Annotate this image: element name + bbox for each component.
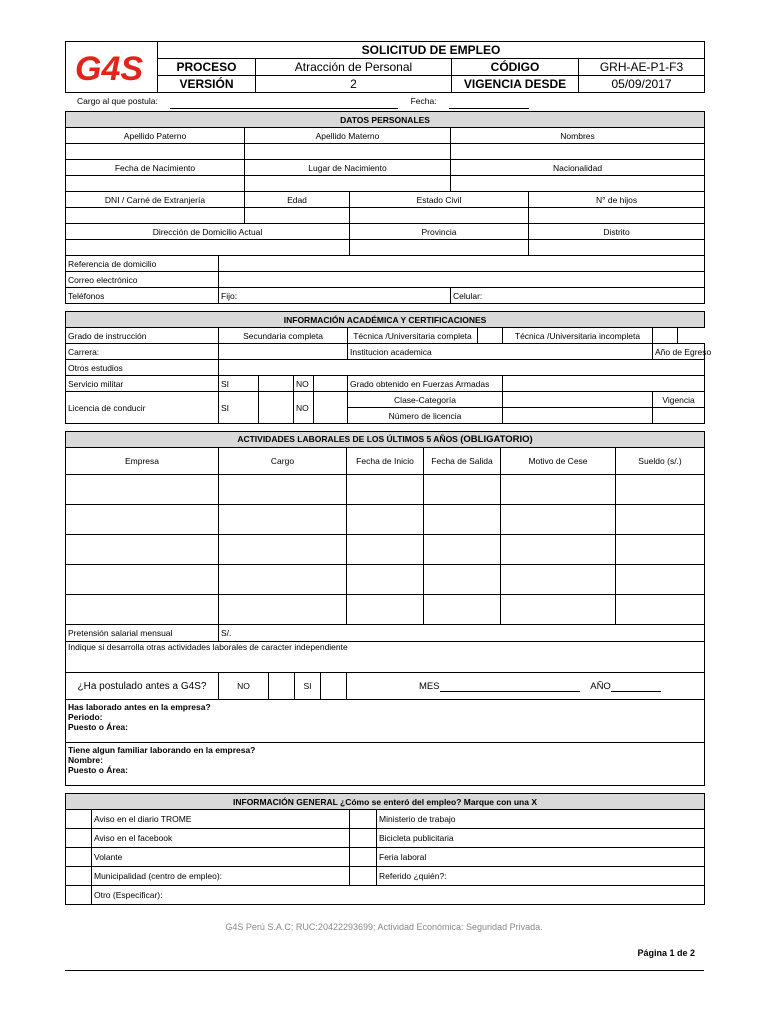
cell[interactable] xyxy=(66,565,219,595)
carrera-label: Carrera: xyxy=(66,344,219,360)
cell[interactable] xyxy=(66,505,219,535)
celular-field[interactable] xyxy=(451,288,705,304)
edad-label: Edad xyxy=(245,192,350,208)
grado-ffaa-field[interactable] xyxy=(503,376,705,392)
feria-check[interactable] xyxy=(350,848,377,867)
cell[interactable] xyxy=(424,595,501,625)
bicicleta-check[interactable] xyxy=(350,829,377,848)
postulado-fecha[interactable] xyxy=(347,673,705,700)
form-page xyxy=(65,41,712,905)
work-title-obligatorio: (OBLIGATORIO) xyxy=(460,434,533,445)
dni-label: DNI / Carné de Extranjería xyxy=(66,192,245,208)
cell[interactable] xyxy=(501,565,616,595)
otros-estudios-label: Otros estudios xyxy=(66,360,219,376)
cell[interactable] xyxy=(66,595,219,625)
vigencia-value: 05/09/2017 xyxy=(579,76,705,93)
licencia-si-label: SI xyxy=(219,392,259,424)
personal-section-title: DATOS PERSONALES xyxy=(66,112,705,128)
edad-field[interactable] xyxy=(245,208,350,224)
familiar-question: Tiene algun familiar laborando en la empresa? xyxy=(68,745,256,755)
laborado-block[interactable] xyxy=(66,700,705,743)
vigencia-lic-field[interactable] xyxy=(653,408,705,424)
apellido-paterno-field[interactable] xyxy=(66,144,245,160)
postulado-label: ¿Ha postulado antes a G4S? xyxy=(66,673,219,700)
work-table xyxy=(65,431,705,786)
cell[interactable] xyxy=(424,475,501,505)
apellido-materno-field[interactable] xyxy=(245,144,451,160)
municipalidad-label: Municipalidad (centro de empleo): xyxy=(92,867,350,886)
distrito-label: Distrito xyxy=(529,224,705,240)
cell[interactable] xyxy=(424,565,501,595)
lugar-nac-field[interactable] xyxy=(245,176,451,192)
ministerio-label: Ministerio de trabajo xyxy=(377,810,705,829)
trome-check[interactable] xyxy=(66,810,92,829)
vigencia-label: VIGENCIA DESDE xyxy=(452,76,579,93)
academic-table xyxy=(65,311,712,424)
grado-ffaa-label: Grado obtenido en Fuerzas Armadas xyxy=(348,376,503,392)
hijos-field[interactable] xyxy=(529,208,705,224)
cell[interactable] xyxy=(219,505,347,535)
cell[interactable] xyxy=(347,565,424,595)
cargo-label: Cargo al que postula: xyxy=(77,96,158,106)
direccion-label: Dirección de Domicilio Actual xyxy=(66,224,350,240)
footer-company: G4S Perú S.A.C; RUC:20422293699; Actividad Económica: Seguridad Privada. xyxy=(225,922,543,932)
spacer xyxy=(678,328,705,344)
apellido-materno-label: Apellido Materno xyxy=(245,128,451,144)
mes-label: MES xyxy=(419,680,440,692)
cargo-field[interactable] xyxy=(170,96,398,109)
servicio-si-check[interactable] xyxy=(259,376,294,392)
clase-label: Clase-Categoría xyxy=(348,392,503,408)
provincia-field[interactable] xyxy=(350,240,529,256)
periodo-label: Periodo: xyxy=(68,712,103,722)
cell[interactable] xyxy=(347,475,424,505)
nacionalidad-label: Nacionalidad xyxy=(451,160,705,176)
page-number: Página 1 de 2 xyxy=(637,948,695,958)
cell[interactable] xyxy=(616,595,705,625)
correo-field[interactable] xyxy=(219,272,705,288)
version-label: VERSIÓN xyxy=(158,76,256,93)
anio-label: AÑO xyxy=(590,680,611,692)
cell[interactable] xyxy=(347,535,424,565)
pretension-field[interactable] xyxy=(219,625,705,642)
personal-data-table xyxy=(65,111,705,304)
work-row xyxy=(66,535,705,565)
col-cargo: Cargo xyxy=(219,448,347,475)
independiente-label: Indique si desarrolla otras actividades laborales de caracter independiente xyxy=(68,642,348,652)
numero-licencia-label: Número de licencia xyxy=(348,408,503,424)
ministerio-check[interactable] xyxy=(350,810,377,829)
cell[interactable] xyxy=(66,535,219,565)
mes-line[interactable] xyxy=(440,681,580,692)
municipalidad-check[interactable] xyxy=(66,867,92,886)
puesto2-label: Puesto o Área: xyxy=(68,765,128,775)
clase-field[interactable] xyxy=(503,392,653,408)
bicicleta-label: Bicicleta publicitaria xyxy=(377,829,705,848)
licencia-si-check[interactable] xyxy=(259,392,294,424)
pretension-label: Pretensión salarial mensual xyxy=(66,625,219,642)
col-sueldo: Sueldo (s/.) xyxy=(616,448,705,475)
nombres-field[interactable] xyxy=(451,144,705,160)
postulado-si-label: SI xyxy=(295,673,321,700)
referencia-field[interactable] xyxy=(219,256,705,272)
nombre-label: Nombre: xyxy=(68,755,103,765)
independiente-field[interactable] xyxy=(66,642,705,673)
vigencia-lic-label: Vigencia xyxy=(653,392,705,408)
soles-label: S/. xyxy=(221,628,232,638)
fecha-nac-label: Fecha de Nacimiento xyxy=(66,160,245,176)
referido-check[interactable] xyxy=(350,867,377,886)
work-row xyxy=(66,565,705,595)
licencia-no-label: NO xyxy=(294,392,314,424)
footer-divider xyxy=(65,970,704,971)
puesto-label: Puesto o Área: xyxy=(68,722,128,732)
version-value: 2 xyxy=(256,76,452,93)
otro-label: Otro (Especificar): xyxy=(92,886,705,905)
fecha-field[interactable] xyxy=(449,96,529,109)
tec-completa-check[interactable] xyxy=(478,328,503,344)
cell[interactable] xyxy=(219,565,347,595)
feria-label: Feria laboral xyxy=(377,848,705,867)
col-fecha-inicio: Fecha de Inicio xyxy=(347,448,424,475)
laborado-question: Has laborado antes en la empresa? xyxy=(68,702,211,712)
nacionalidad-field[interactable] xyxy=(451,176,705,192)
col-fecha-salida: Fecha de Salida xyxy=(424,448,501,475)
g4s-logo xyxy=(66,42,157,92)
apellido-paterno-label: Apellido Paterno xyxy=(66,128,245,144)
cell[interactable] xyxy=(616,565,705,595)
tec-incompleta-check[interactable] xyxy=(653,328,678,344)
academic-section-title: INFORMACIÓN ACADÉMICA Y CERTIFICACIONES xyxy=(66,312,705,328)
cell[interactable] xyxy=(501,505,616,535)
col-empresa: Empresa xyxy=(66,448,219,475)
proceso-value: Atracción de Personal xyxy=(256,59,452,76)
otros-estudios-field[interactable] xyxy=(219,360,705,376)
cargo-row xyxy=(65,93,704,111)
licencia-no-check[interactable] xyxy=(314,392,348,424)
cell[interactable] xyxy=(501,475,616,505)
cell[interactable] xyxy=(219,475,347,505)
estado-civil-field[interactable] xyxy=(350,208,529,224)
work-row xyxy=(66,475,705,505)
facebook-label: Aviso en el facebook xyxy=(92,829,350,848)
licencia-label: Licencia de conducir xyxy=(66,392,219,424)
fecha-label: Fecha: xyxy=(410,96,437,106)
cell[interactable] xyxy=(501,595,616,625)
col-motivo: Motivo de Cese xyxy=(501,448,616,475)
nombres-label: Nombres xyxy=(451,128,705,144)
correo-label: Correo electrónico xyxy=(66,272,219,288)
codigo-label: CÓDIGO xyxy=(452,59,579,76)
cell[interactable] xyxy=(219,535,347,565)
dni-field[interactable] xyxy=(66,208,245,224)
work-row xyxy=(66,505,705,535)
servicio-no-label: NO xyxy=(294,376,314,392)
logo-cell xyxy=(66,42,158,93)
referencia-label: Referencia de domicilio xyxy=(66,256,219,272)
direccion-field[interactable] xyxy=(66,240,350,256)
referido-label: Referido ¿quién?: xyxy=(377,867,705,886)
institucion-field[interactable] xyxy=(348,344,653,360)
cell[interactable] xyxy=(347,595,424,625)
telefonos-label: Teléfonos xyxy=(66,288,219,304)
volante-check[interactable] xyxy=(66,848,92,867)
secundaria-label: Secundaria completa xyxy=(219,328,348,344)
cell[interactable] xyxy=(66,475,219,505)
servicio-si-label: SI xyxy=(219,376,259,392)
postulado-si-check[interactable] xyxy=(321,673,347,700)
proceso-label: PROCESO xyxy=(158,59,256,76)
postulado-no-label: NO xyxy=(219,673,269,700)
facebook-check[interactable] xyxy=(66,829,92,848)
form-title: SOLICITUD DE EMPLEO xyxy=(158,42,705,59)
cell[interactable] xyxy=(616,505,705,535)
fijo-label: Fijo: xyxy=(221,290,238,301)
cell[interactable] xyxy=(424,505,501,535)
work-row xyxy=(66,595,705,625)
fijo-field[interactable] xyxy=(219,288,451,304)
tec-incompleta-label: Técnica /Universitaria incompleta xyxy=(503,328,653,344)
numero-licencia-field[interactable] xyxy=(503,408,653,424)
header-table xyxy=(65,41,705,93)
cell[interactable] xyxy=(347,505,424,535)
egreso-label: Año de Egreso xyxy=(653,344,705,360)
codigo-value: GRH-AE-P1-F3 xyxy=(579,59,705,76)
servicio-label: Servicio militar xyxy=(66,376,219,392)
cell[interactable] xyxy=(616,475,705,505)
cell[interactable] xyxy=(501,535,616,565)
work-section-title xyxy=(66,432,705,448)
cell[interactable] xyxy=(424,535,501,565)
institucion-label: Institucion academica xyxy=(350,346,432,357)
lugar-nac-label: Lugar de Nacimiento xyxy=(245,160,451,176)
estado-civil-label: Estado Civil xyxy=(350,192,529,208)
general-table xyxy=(65,793,705,905)
cell[interactable] xyxy=(616,535,705,565)
postulado-no-check[interactable] xyxy=(269,673,295,700)
tec-completa-label: Técnica /Universitaria completa xyxy=(348,328,478,344)
anio-line[interactable] xyxy=(611,681,661,692)
logo-text: G4S xyxy=(74,50,143,88)
trome-label: Aviso en el diario TROME xyxy=(92,810,350,829)
familiar-block[interactable] xyxy=(66,743,705,786)
otro-check[interactable] xyxy=(66,886,92,905)
cell[interactable] xyxy=(219,595,347,625)
servicio-no-check[interactable] xyxy=(314,376,348,392)
distrito-field[interactable] xyxy=(529,240,705,256)
hijos-label: N° de hijos xyxy=(529,192,705,208)
provincia-label: Provincia xyxy=(350,224,529,240)
grado-label: Grado de instrucción xyxy=(66,328,219,344)
fecha-nac-field[interactable] xyxy=(66,176,245,192)
carrera-field[interactable] xyxy=(219,344,348,360)
work-title-text: ACTIVIDADES LABORALES DE LOS ÚLTIMOS 5 AÑOS xyxy=(237,434,458,444)
celular-label: Celular: xyxy=(453,290,483,301)
general-section-title: INFORMACIÓN GENERAL ¿Cómo se enteró del empleo? Marque con una X xyxy=(66,794,705,810)
volante-label: Volante xyxy=(92,848,350,867)
